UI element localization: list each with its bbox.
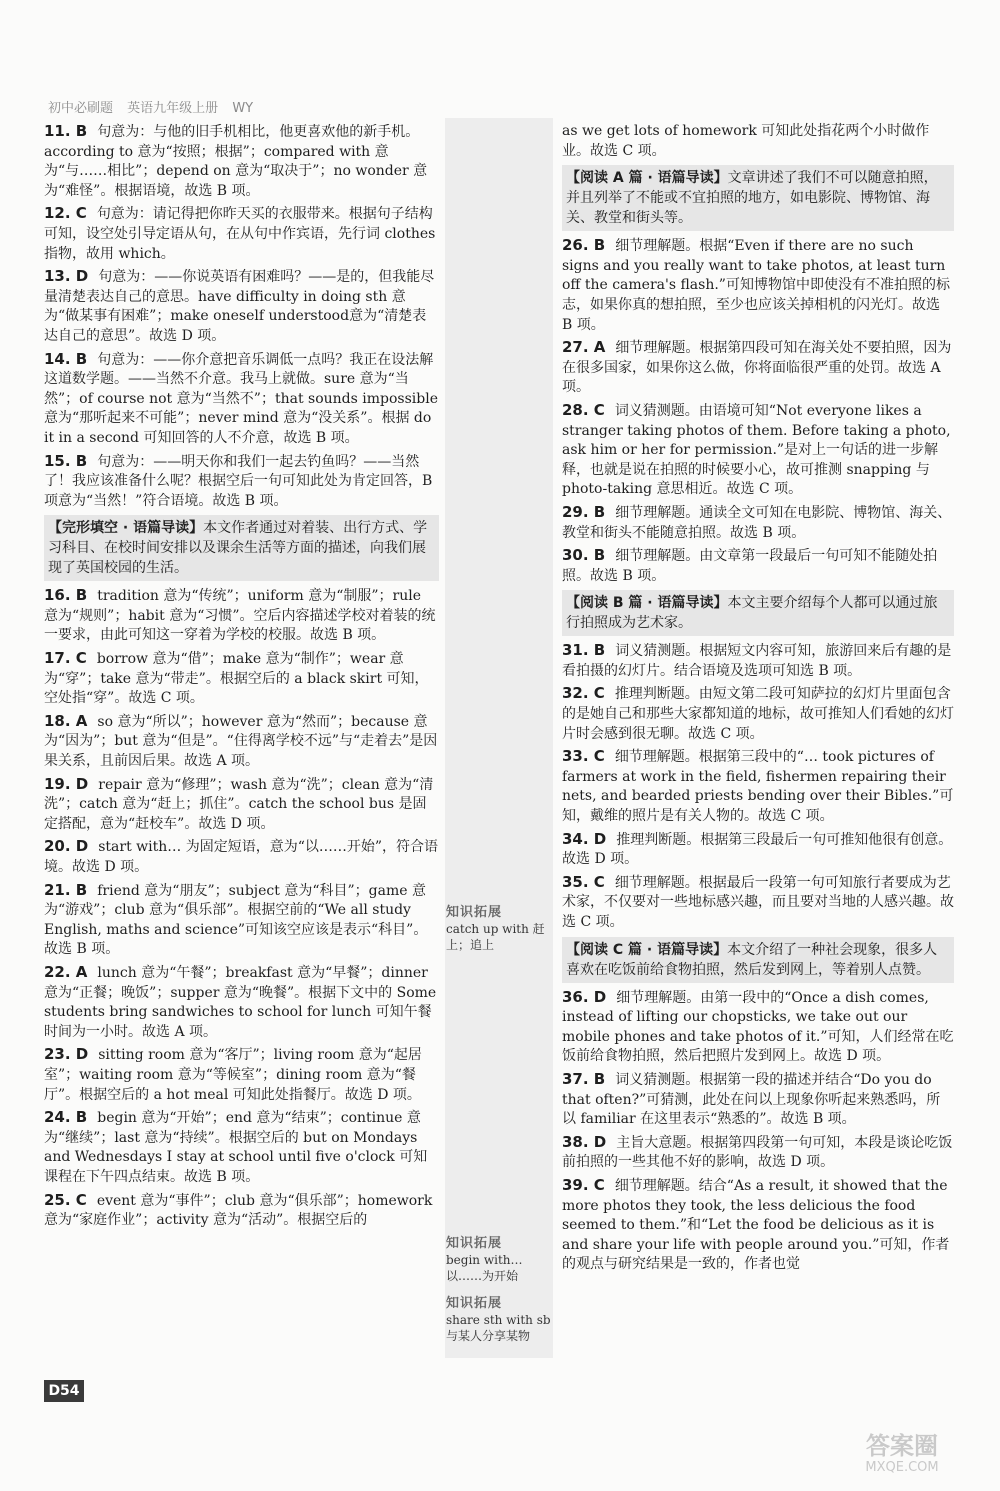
series-name: 初中必刷题 [48, 101, 114, 116]
section-reading-c-guide: 【阅读 C 篇 · 语篇导读】本文介绍了一种社会现象，很多人喜欢在吃饭前给食物拍照，然后发到网上，等着别人点赞。 [562, 937, 954, 983]
answer-entry: 17. C borrow 意为“借”；make 意为“制作”；wear 意为“穿”；take 意为“带走”。根据空后的 a black skirt 可知，空处指“穿”。故选 C 项。 [44, 649, 429, 707]
answer-entry: 21. B friend 意为“朋友”；subject 意为“科目”；game 意为“游戏”；club 意为“俱乐部”。根据空前的“We all study English, maths and science”可知该空应该是表示“科目”。故选 B 项。 [44, 880, 428, 958]
answer-entry: 29. B 细节理解题。通读全文可知在电影院、博物馆、海关、教堂和街头不能随意拍照。故选 B 项。 [562, 502, 952, 541]
answer-entry: 39. C 细节理解题。结合“As a result, it showed that the more photos they took, the less delicious the food seemed to them.”和“Let the food be delicious as it is and share your life with people around you.”可知，作者的观点与研究结果是一致的，作者也觉 [562, 1175, 950, 1273]
answer-entry: 22. A lunch 意为“午餐”；breakfast 意为“早餐”；dinner 意为“正餐；晚饭”；supper 意为“晚餐”。根据下文中的 Some students bring sandwiches to school for lunch 可知午餐时间为一小时。故选 A 项。 [44, 962, 437, 1040]
answer-entry: 28. C 词义猜测题。由语境可知“Not everyone likes a stranger taking photos of them. Before taking a photo, ask him or her for permission.”是对上一句话的进一步解释，也就是说在拍照的时候要小心，故可推测 snapping 与 photo-taking 意思相近。故选 C 项。 [562, 400, 951, 498]
knowledge-tip: 知识拓展 share sth with sb 与某人分享某物 [446, 1296, 551, 1343]
answer-entry: 19. D repair 意为“修理”；wash 意为“洗”；clean 意为“清洗”；catch 意为“赶上；抓住”。catch the school bus 是固定搭配，意为“赶校车”。故选 D 项。 [44, 774, 434, 832]
answer-entry: 11. B 句意为：与他的旧手机相比，他更喜欢他的新手机。according to 意为“按照；根据”；compared with 意为“与……相比”；depend on 意为“取决于”；no wonder 意为“难怪”。根据语境，故选 B 项。 [44, 122, 428, 199]
answer-entry: 34. D 推理判断题。根据第三段最后一句可推知他很有创意。故选 D 项。 [562, 829, 953, 868]
answer-entry: 38. D 主旨大意题。根据第四段第一句可知，本段是谈论吃饭前拍照的一些其他不好的影响，故选 D 项。 [562, 1132, 953, 1171]
answer-entry: 14. B 句意为：——你介意把音乐调低一点吗？我正在设法解这道数学题。——当然不介意。我马上就做。sure 意为“当然”；of course not 意为“当然不”；that sounds impossible 意为“那听起来不可能”；never mind 意为“没关系”。根据 do it in a second 可知回答的人不介意，故选 B 项。 [44, 349, 438, 446]
answer-entry: 35. C 细节理解题。根据最后一段第一句可知旅行者要成为艺术家，不仅要对一些地标感兴趣，而且要对当地的人感兴趣。故选 C 项。 [562, 872, 954, 930]
section-reading-b-guide: 【阅读 B 篇 · 语篇导读】本文主要介绍每个人都可以通过旅行拍照成为艺术家。 [562, 590, 954, 636]
answer-entry: 26. B 细节理解题。根据“Even if there are no such signs and you really want to take photos, at least turn off the camera's flash.”可知博物馆中即使没有不准拍照的标志，如果你真的想拍照，至少也应该关掉相机的闪光灯。故选 B 项。 [562, 236, 950, 333]
answer-entry: 16. B tradition 意为“传统”；uniform 意为“制服”；rule 意为“规则”；habit 意为“习惯”。空后内容描述学校对着装的统一要求，由此可知这一穿着为学校的校服。故选 B 项。 [44, 586, 436, 644]
subject-name: 英语九年级上册 [127, 101, 219, 116]
answer-entry: 12. C 句意为：请记得把你昨天买的衣服带来。根据句子结构可知，设空处引导定语从句，在从句中作宾语，先行词 clothes 指物，故用 which。 [44, 204, 436, 262]
answer-entry: 20. D start with… 为固定短语，意为“以……开始”，符合语境。故选 D 项。 [44, 837, 439, 875]
page-number: D54 [44, 1380, 84, 1402]
answer-entry: 23. D sitting room 意为“客厅”；living room 意为“起居室”；waiting room 意为“等候室”；dining room 意为“餐厅”。根据空后的 a hot meal 可知此处指餐厅。故选 D 项。 [44, 1045, 422, 1103]
side-margin-band [445, 118, 553, 1358]
section-reading-a-guide: 【阅读 A 篇 · 语篇导读】文章讲述了我们不可以随意拍照，并且列举了不能或不宜拍照的地方，如电影院、博物馆、海关、教堂和街头等。 [562, 165, 954, 231]
answer-entry: 33. C 细节理解题。根据第三段中的“… took pictures of farmers at work in the field, fishermen repairing their nets, and bearded priests bending over their Bibles.”可知，戴维的照片是有关人物的。故选 C 项。 [562, 747, 954, 825]
continued-text: as we get lots of homework 可知此处指花两个小时做作业。故选 C 项。 [562, 123, 930, 159]
answer-entry: 25. C event 意为“事件”；club 意为“俱乐部”；homework 意为“家庭作业”；activity 意为“活动”。根据空后的 [44, 1190, 433, 1229]
site-watermark: 答案圈 MXQE.COM [865, 1432, 939, 1475]
answer-entry: 24. B begin 意为“开始”；end 意为“结束”；continue 意为“继续”；last 意为“持续”。根据空后的 but on Mondays and Wednesdays I stay at school until five o'clock 可知课程在下午四点结束。故选 B 项。 [44, 1108, 428, 1185]
answer-entry: 31. B 词义猜测题。根据短文内容可知，旅游回来后有趣的是看拍摄的幻灯片。结合语境及选项可知选 B 项。 [562, 641, 952, 679]
section-cloze-guide: 【完形填空 · 语篇导读】本文作者通过对着装、出行方式、学习科目、在校时间安排以及课余生活等方面的描述，向我们展现了英国校园的生活。 [44, 515, 439, 581]
running-header [48, 97, 548, 119]
answer-entry: 13. D 句意为：——你说英语有困难吗？——是的，但我能尽量清楚表达自己的意思。have difficulty in doing sth 意为“做某事有困难”；make oneself understood意为“清楚表达自己的意思”。故选 D 项。 [44, 267, 435, 344]
left-column [44, 122, 439, 1392]
answer-entry: 15. B 句意为：——明天你和我们一起去钓鱼吗？——当然了！我应该准备什么呢？根据空后一句可知此处为肯定回答，B 项意为“当然！”符合语境。故选 B 项。 [44, 451, 433, 509]
knowledge-tip: 知识拓展 catch up with 赶上；追上 [446, 905, 545, 952]
answer-entry: 36. D 细节理解题。由第一段中的“Once a dish comes, instead of lifting our chopsticks, we take out our mobile phones and take photos of it.”可知，人们经常在吃饭前给食物拍照，然后把照片发到网上。故选 D 项。 [562, 987, 954, 1065]
answer-entry: 32. C 推理判断题。由短文第二段可知萨拉的幻灯片里面包含的是她自己和那些大家都知道的地标，故可推知人们看她的幻灯片时会感到很无聊。故选 C 项。 [562, 684, 954, 742]
right-column [562, 122, 954, 1392]
edition-code: WY [232, 101, 254, 116]
answer-entry: 37. B 词义猜测题。根据第一段的描述并结合“Do you do that often?”可猜测，此处在问以上现象你听起来熟悉吗，所以 familiar 在这里表示“熟悉的”。故选 B 项。 [562, 1069, 941, 1128]
answer-entry: 18. A so 意为“所以”；however 意为“然而”；because 意为“因为”；but 意为“但是”。“住得离学校不远”与“走着去”是因果关系，且前因后果。故选 A 项。 [44, 711, 438, 770]
answer-entry: 30. B 细节理解题。由文章第一段最后一句可知不能随处拍照。故选 B 项。 [562, 546, 938, 584]
knowledge-tip: 知识拓展 begin with… 以……为开始 [446, 1236, 523, 1283]
answer-entry: 27. A 细节理解题。根据第四段可知在海关处不要拍照，因为在很多国家，如果你这么做，你将面临很严重的处罚。故选 A 项。 [562, 338, 952, 396]
